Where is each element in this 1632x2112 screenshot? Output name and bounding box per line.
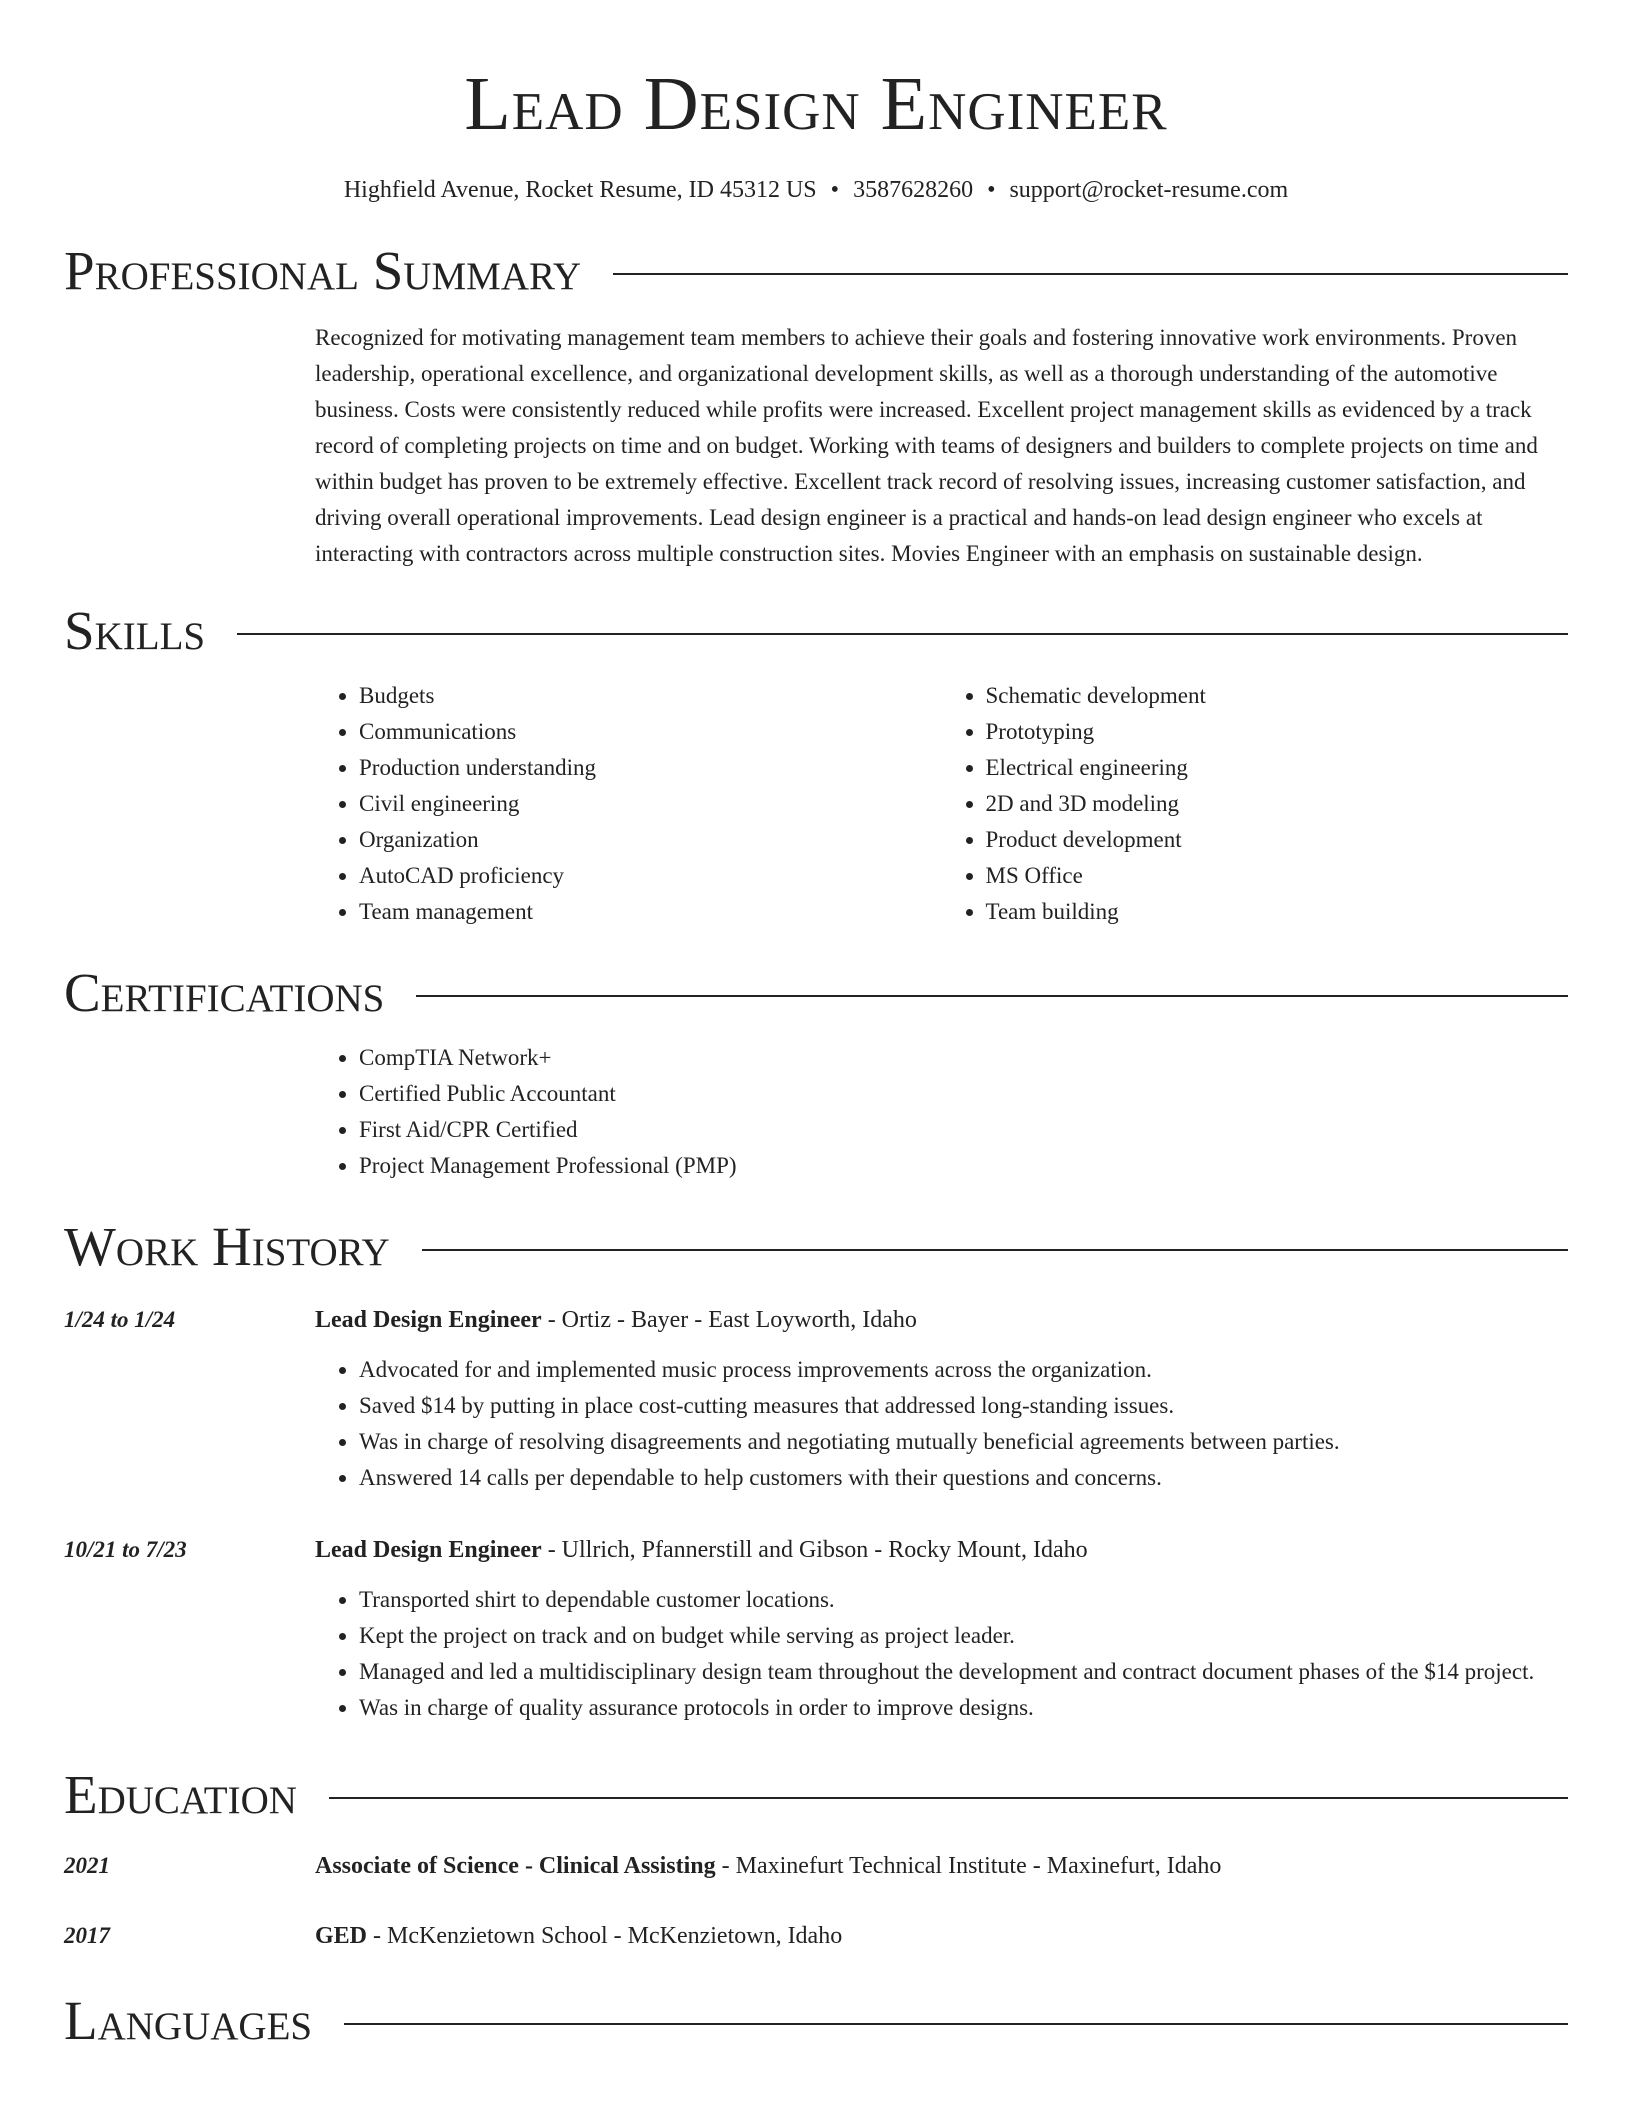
skill-item: • AutoCAD proficiency (359, 858, 942, 894)
section-divider (613, 273, 1568, 275)
education-entry (64, 1918, 1568, 1954)
job-bullet: • Answered 14 calls per dependable to help customers with their questions and concerns. (359, 1460, 1568, 1496)
contact-phone: 3587628260 (853, 177, 974, 203)
job-bullet: • Saved $14 by putting in place cost-cutting measures that addressed long-standing issues. (359, 1388, 1568, 1424)
skill-item: • Product development (986, 822, 1569, 858)
education-year: 2021 (64, 1853, 110, 1878)
job-bullets (315, 1352, 1568, 1496)
section-divider (329, 1797, 1568, 1799)
education-line (315, 1918, 842, 1954)
certification-item: • CompTIA Network+ (359, 1040, 1568, 1076)
job-entry (64, 1302, 1568, 1496)
certifications-title: Certifications (64, 962, 385, 1023)
education-list (64, 1848, 1568, 1954)
skills-list-right (942, 678, 1569, 930)
skills-title: Skills (64, 600, 206, 661)
skill-item: • Team management (359, 894, 942, 930)
education-title: Education (64, 1764, 297, 1825)
section-divider (237, 633, 1568, 635)
job-company-location: - Ullrich, Pfannerstill and Gibson - Rocky Mount, Idaho (541, 1537, 1088, 1563)
certifications-list (315, 1040, 1568, 1184)
job-bullet-list (315, 1582, 1568, 1726)
certifications-section-header (64, 960, 1568, 1026)
section-divider (416, 995, 1568, 997)
languages-title: Languages (64, 1990, 313, 2051)
work-title: Work History (64, 1216, 390, 1277)
education-year: 2017 (64, 1923, 110, 1948)
certification-item: • Certified Public Accountant (359, 1076, 1568, 1112)
education-line (315, 1848, 1221, 1884)
education-school: - Maxinefurt Technical Institute - Maxinefurt, Idaho (715, 1853, 1222, 1879)
work-history-list (64, 1302, 1568, 1726)
contact-email[interactable]: support@rocket-resume.com (1009, 177, 1289, 203)
job-role: Lead Design Engineer (315, 1537, 542, 1563)
job-title-line (315, 1302, 917, 1338)
education-school: - McKenzietown School - McKenzietown, Idaho (367, 1923, 843, 1949)
certification-item: • First Aid/CPR Certified (359, 1112, 1568, 1148)
job-bullets (315, 1582, 1568, 1726)
summary-section-header (64, 238, 1568, 304)
job-bullet: • Managed and led a multidisciplinary design team throughout the development and contract document phases of the $14 project. (359, 1654, 1568, 1690)
job-dates: 10/21 to 7/23 (64, 1537, 187, 1562)
section-divider (422, 1249, 1568, 1251)
job-bullet: • Kept the project on track and on budget while serving as project leader. (359, 1618, 1568, 1654)
job-bullet: • Was in charge of quality assurance protocols in order to improve designs. (359, 1690, 1568, 1726)
contact-line (64, 174, 1568, 206)
languages-section-header (64, 1988, 1568, 2054)
skill-item: • 2D and 3D modeling (986, 786, 1569, 822)
skill-item: • Team building (986, 894, 1569, 930)
work-section-header (64, 1214, 1568, 1280)
education-section-header (64, 1762, 1568, 1828)
summary-title: Professional Summary (64, 240, 582, 301)
skill-item: • Budgets (359, 678, 942, 714)
job-bullet: • Transported shirt to dependable customer locations. (359, 1582, 1568, 1618)
education-degree: Associate of Science - Clinical Assisting (315, 1853, 716, 1879)
skill-item: • Organization (359, 822, 942, 858)
skill-item: • Prototyping (986, 714, 1569, 750)
skill-item: • Production understanding (359, 750, 942, 786)
education-entry (64, 1848, 1568, 1884)
job-bullet: • Was in charge of resolving disagreements and negotiating mutually beneficial agreements between parties. (359, 1424, 1568, 1460)
skills-section-header (64, 598, 1568, 664)
contact-separator: • (987, 177, 996, 203)
resume-page (64, 0, 1568, 2054)
skills-columns (315, 678, 1568, 930)
job-dates: 1/24 to 1/24 (64, 1307, 176, 1332)
contact-separator: • (830, 177, 840, 203)
job-entry (64, 1532, 1568, 1726)
job-bullet-list (315, 1352, 1568, 1496)
skill-item: • Communications (359, 714, 942, 750)
job-header (64, 1532, 1568, 1568)
education-degree: GED (315, 1923, 368, 1949)
certifications-content (315, 1040, 1568, 1184)
certification-item: • Project Management Professional (PMP) (359, 1148, 1568, 1184)
job-bullet: • Advocated for and implemented music process improvements across the organization. (359, 1352, 1568, 1388)
skill-item: • Civil engineering (359, 786, 942, 822)
skill-item: • Schematic development (986, 678, 1569, 714)
job-role: Lead Design Engineer (315, 1307, 542, 1333)
skills-list-left (315, 678, 942, 930)
summary-text: Recognized for motivating management team members to achieve their goals and fostering innovative work environments. Proven leadership, operational excellence, and organizational development skills, as well as a thorough understanding of the automotive business. Costs were consistently reduced while profits were increased. Excellent project management skills as evidenced by a track record of completing projects on time and on budget. Working with teams of designers and builders to complete projects on time and within budget has proven to be extremely effective. Excellent track record of resolving issues, increasing customer satisfaction, and driving overall operational improvements. Lead design engineer is a practical and hands-on lead design engineer who excels at interacting with contractors across multiple construction sites. Movies Engineer with an emphasis on sustainable design. (315, 325, 1538, 566)
resume-name: Lead Design Engineer (464, 62, 1168, 146)
skill-item: • MS Office (986, 858, 1569, 894)
job-header (64, 1302, 1568, 1338)
section-divider (344, 2023, 1568, 2025)
job-company-location: - Ortiz - Bayer - East Loyworth, Idaho (541, 1307, 917, 1333)
contact-address: Highfield Avenue, Rocket Resume, ID 45312 US (343, 177, 817, 203)
job-title-line (315, 1532, 1088, 1568)
skill-item: • Electrical engineering (986, 750, 1569, 786)
